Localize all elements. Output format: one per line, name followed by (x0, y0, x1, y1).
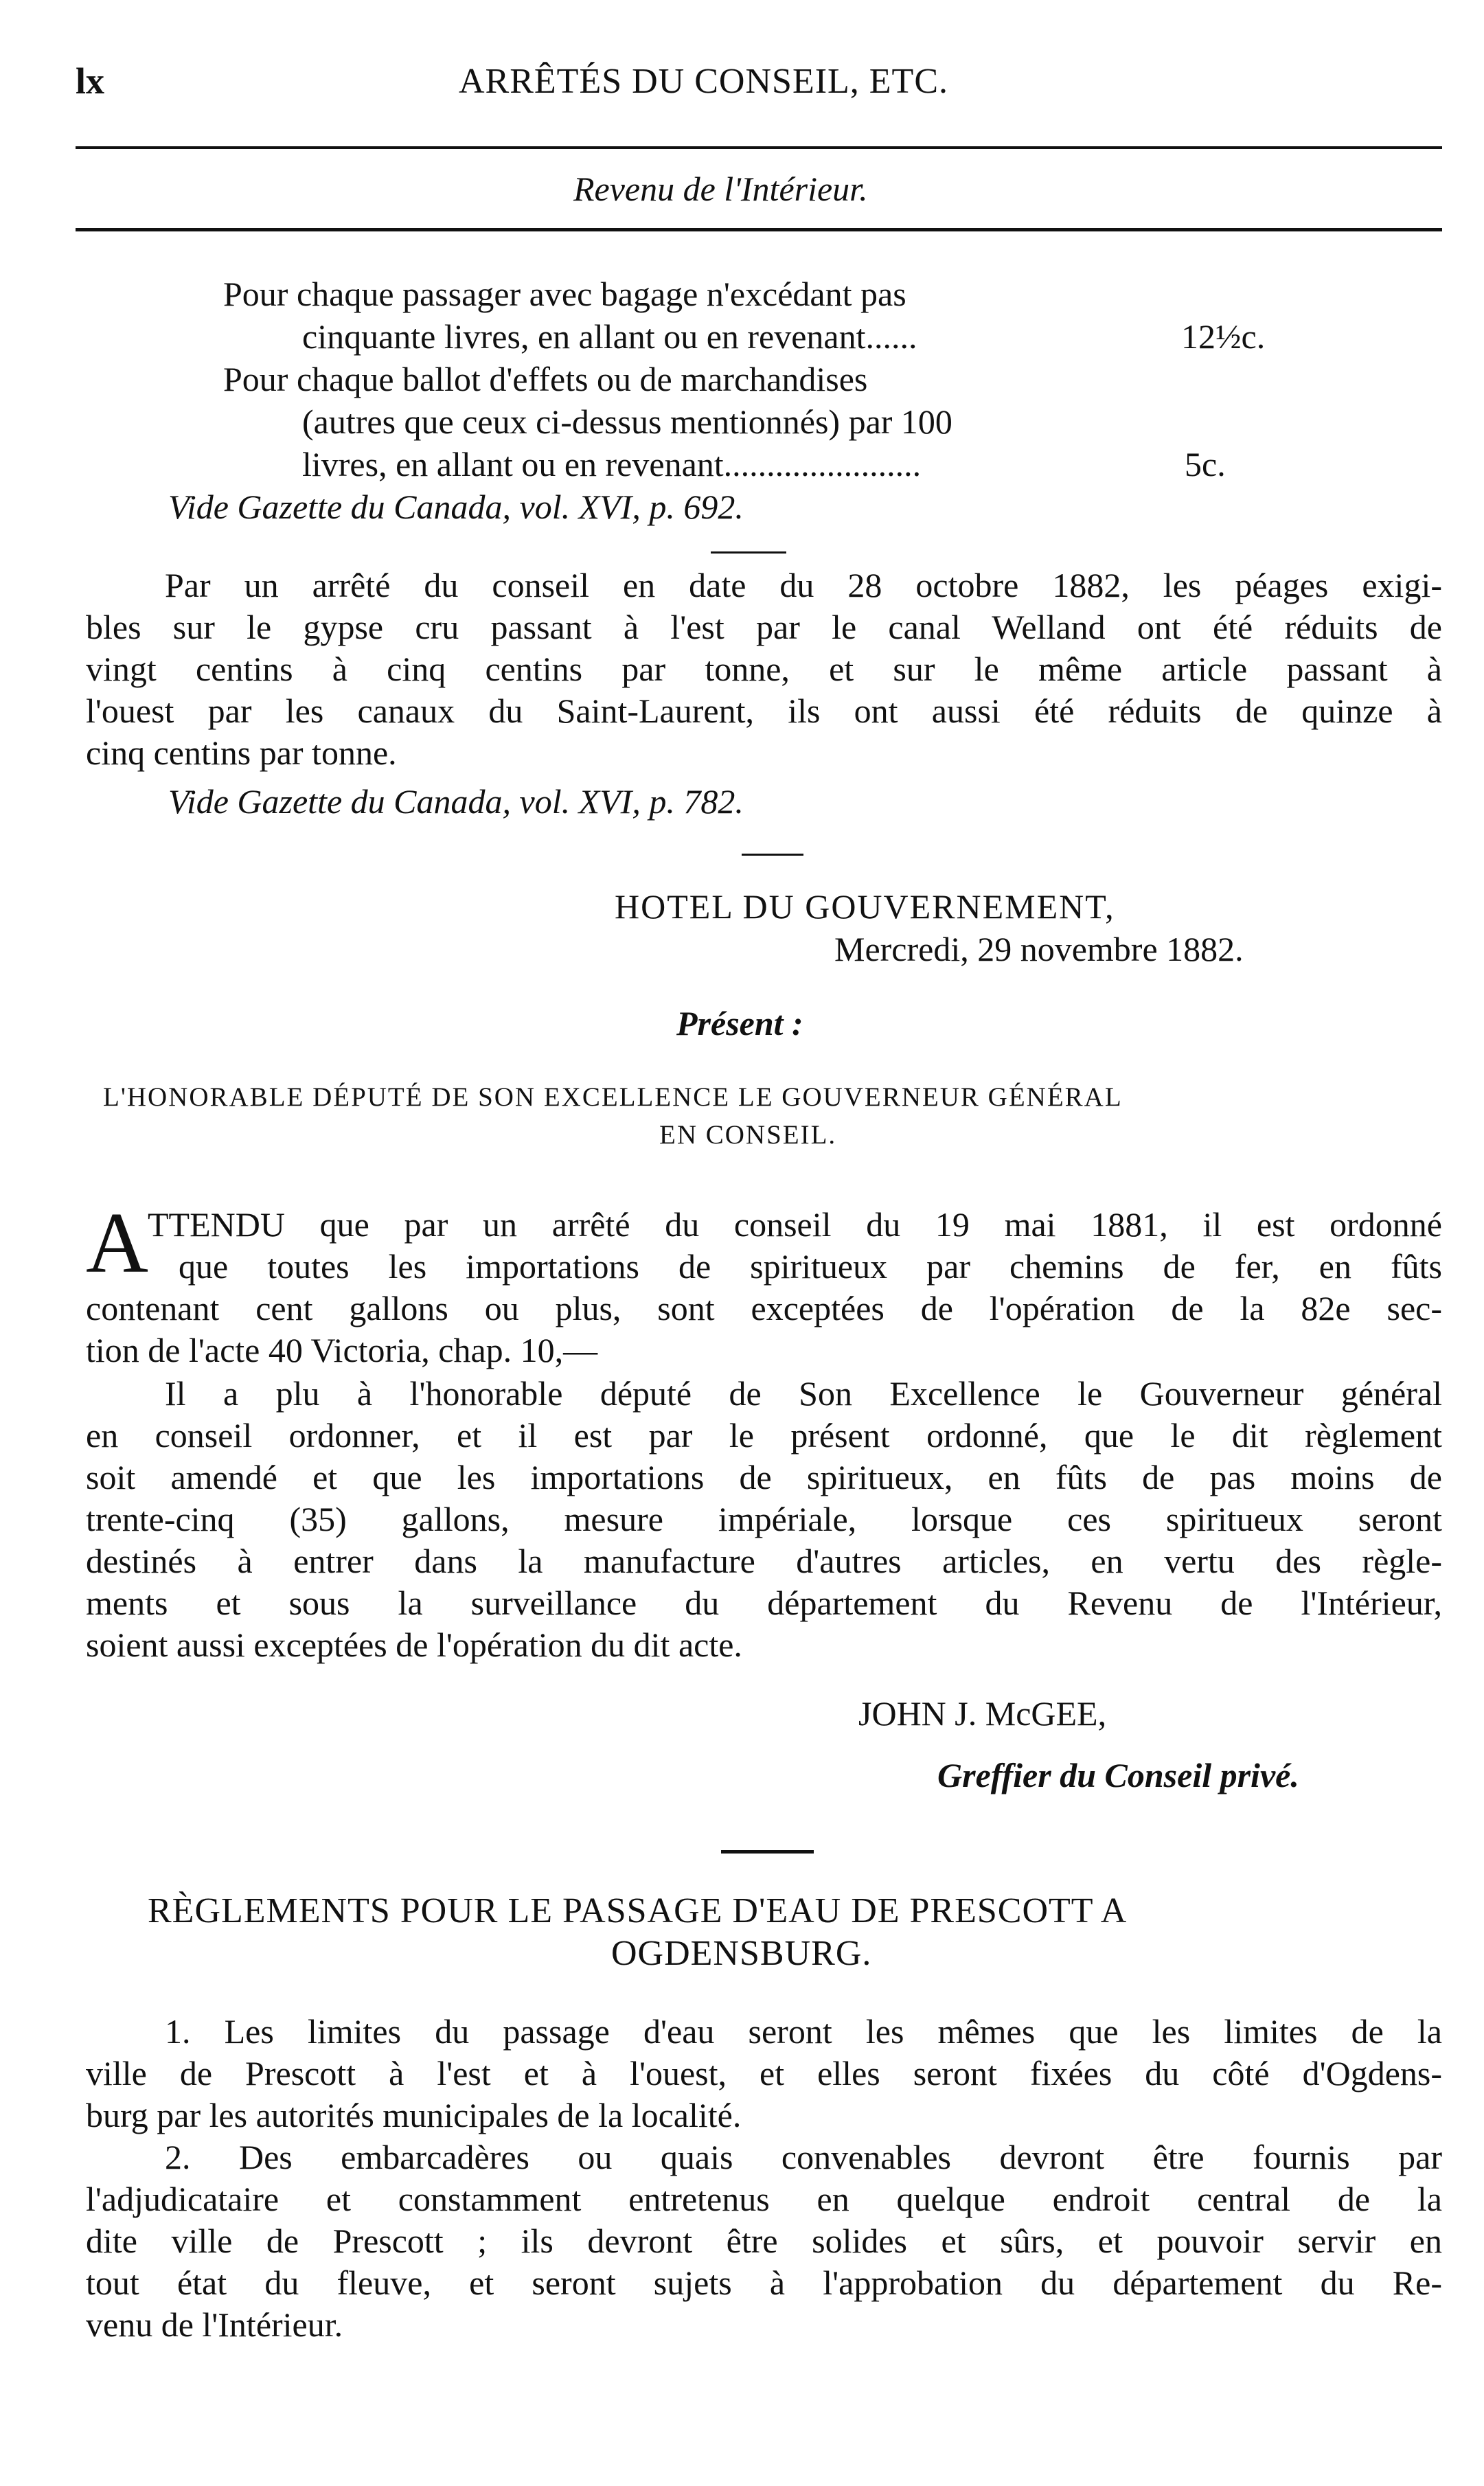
first-paragraph-line-2: que toutes les importations de spiritueux par chemins de fer, en fûts (179, 1247, 1442, 1286)
rule-2-line-5: venu de l'Intérieur. (86, 2305, 343, 2344)
signatory: JOHN J. McGEE, (858, 1694, 1107, 1733)
separator-2 (742, 854, 803, 856)
toll-reference: Vide Gazette du Canada, vol. XVI, p. 692. (168, 488, 744, 526)
present-label: Présent : (676, 1004, 803, 1042)
header-rule-bottom (76, 228, 1442, 231)
separator-3 (721, 1850, 814, 1854)
toll-item-1-line-1: Pour chaque passager avec bagage n'excédant pas (223, 275, 906, 313)
running-title: ARRÊTÉS DU CONSEIL, ETC. (459, 62, 948, 101)
toll-item-2-line-3: livres, en allant ou en revenant....................... (302, 445, 922, 483)
rule-2 (86, 2136, 1442, 2346)
second-paragraph-line-7: soient aussi exceptées de l'opération du dit acte. (86, 1626, 742, 1664)
second-paragraph-line-1: Il a plu à l'honorable député de Son Excellence le Gouverneur général (165, 1374, 1442, 1413)
regulations-title-line-2: OGDENSBURG. (611, 1934, 872, 1973)
second-paragraph (86, 1373, 1442, 1666)
page-number: lx (76, 60, 105, 102)
second-paragraph-line-4: trente-cinq (35) gallons, mesure impériale, lorsque ces spiritueux seront (86, 1500, 1442, 1538)
gypsum-line-2: bles sur le gypse cru passant à l'est par le canal Welland ont été réduits de (86, 608, 1442, 646)
gypsum-line-5: cinq centins par tonne. (86, 733, 397, 772)
rule-1-line-3: burg par les autorités municipales de la localité. (86, 2096, 742, 2134)
first-paragraph-line-4: tion de l'acte 40 Victoria, chap. 10,— (86, 1331, 598, 1369)
rule-2-line-2: l'adjudicataire et constamment entretenus en quelque endroit central de la (86, 2180, 1442, 2218)
first-paragraph-line-1: TTENDU que par un arrêté du conseil du 19 mai 1881, il est ordonné (148, 1205, 1442, 1244)
second-paragraph-line-6: ments et sous la surveillance du département du Revenu de l'Intérieur, (86, 1584, 1442, 1622)
rule-2-line-3: dite ville de Prescott ; ils devront être solides et sûrs, et pouvoir servir en (86, 2222, 1442, 2260)
gypsum-paragraph (86, 565, 1442, 774)
toll-item-2-line-1: Pour chaque ballot d'effets ou de marchandises (223, 360, 868, 398)
rule-2-line-1: 2. Des embarcadères ou quais convenables devront être fournis par (165, 2138, 1442, 2176)
gypsum-reference: Vide Gazette du Canada, vol. XVI, p. 782. (168, 782, 744, 821)
second-paragraph-line-3: soit amendé et que les importations de spiritueux, en fûts de pas moins de (86, 1458, 1442, 1496)
gypsum-line-3: vingt centins à cinq centins par tonne, et sur le même article passant à (86, 650, 1442, 688)
signatory-title: Greffier du Conseil privé. (937, 1756, 1299, 1794)
order-date: Mercredi, 29 novembre 1882. (834, 930, 1244, 968)
first-paragraph-line-3: contenant cent gallons ou plus, sont exceptées de l'opération de la 82e sec- (86, 1289, 1442, 1327)
rule-1-line-1: 1. Les limites du passage d'eau seront les mêmes que les limites de la (165, 2012, 1442, 2051)
toll-item-2-line-2: (autres que ceux ci-dessus mentionnés) par 100 (302, 402, 952, 441)
second-paragraph-line-5: destinés à entrer dans la manufacture d'autres articles, en vertu des règle- (86, 1542, 1442, 1580)
toll-item-1-price: 12½c. (1181, 317, 1266, 356)
rule-2-line-4: tout état du fleuve, et seront sujets à l'approbation du département du Re- (86, 2263, 1442, 2302)
authority-line-2: EN CONSEIL. (659, 1120, 837, 1150)
section-title: Revenu de l'Intérieur. (573, 170, 868, 208)
gypsum-line-1: Par un arrêté du conseil en date du 28 octobre 1882, les péages exigi- (165, 566, 1442, 604)
toll-item-1-line-2: cinquante livres, en allant ou en revenant...... (302, 317, 917, 356)
first-paragraph (86, 1204, 1442, 1371)
authority-line-1: L'HONORABLE DÉPUTÉ DE SON EXCELLENCE LE GOUVERNEUR GÉNÉRAL (103, 1082, 1123, 1112)
rule-1-line-2: ville de Prescott à l'est et à l'ouest, et elles seront fixées du côté d'Ogdens- (86, 2054, 1442, 2092)
regulations-title-line-1: RÈGLEMENTS POUR LE PASSAGE D'EAU DE PRESCOTT A (148, 1891, 1128, 1930)
separator-1 (711, 551, 786, 554)
header-rule-top (76, 146, 1442, 149)
toll-item-2-price: 5c. (1185, 445, 1226, 483)
rule-1 (86, 2011, 1442, 2136)
gypsum-line-4: l'ouest par les canaux du Saint-Laurent, ils ont aussi été réduits de quinze à (86, 692, 1442, 730)
second-paragraph-line-2: en conseil ordonner, et il est par le présent ordonné, que le dit règlement (86, 1416, 1442, 1455)
order-place: HOTEL DU GOUVERNEMENT, (615, 887, 1115, 926)
drop-cap: A (86, 1196, 148, 1291)
